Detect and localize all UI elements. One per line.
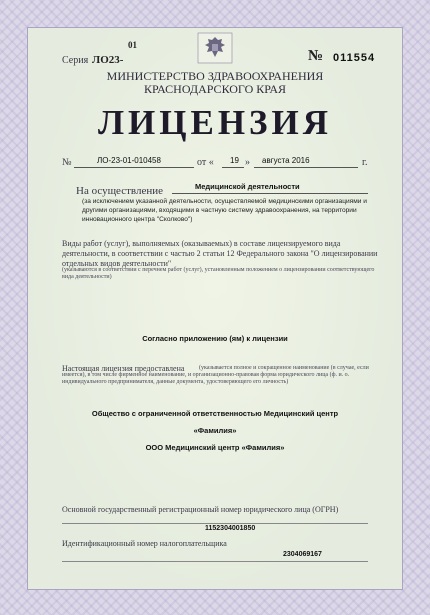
works-text: Виды работ (услуг), выполняемых (оказываемых) в составе лицензируемого вида деятельности, в соответствии с частью 2 статьи 12 Федерального закона "О лицензировании отдельных видов деятельности" bbox=[62, 239, 378, 268]
ogrn-label: Основной государственный регистрационный номер юридического лица (ОГРН) bbox=[62, 505, 339, 514]
inn-value: 2304069167 bbox=[283, 551, 322, 558]
organization-name bbox=[0, 405, 430, 456]
works-note: (указываются в соответствии с перечнем работ (услуг), установленным положением о лицензировании соответствующего вида деятельности) bbox=[62, 267, 375, 280]
activity-value: Медицинской деятельности bbox=[195, 182, 300, 191]
license-day: 19 bbox=[230, 156, 239, 165]
license-year-suffix: г. bbox=[362, 157, 368, 168]
license-from: от « bbox=[197, 157, 214, 168]
number-value: 011554 bbox=[333, 52, 376, 64]
number-sign: № bbox=[308, 48, 324, 64]
organization-line-3: ООО Медицинский центр «Фамилия» bbox=[145, 443, 285, 452]
page-title: ЛИЦЕНЗИЯ bbox=[97, 103, 333, 142]
series-value: ЛО23- bbox=[92, 54, 124, 66]
ogrn-value: 1152304001850 bbox=[205, 525, 256, 532]
ministry-line-2: КРАСНОДАРСКОГО КРАЯ bbox=[143, 82, 287, 96]
license-close-quote: » bbox=[245, 157, 250, 168]
license-number: ЛО-23-01-010458 bbox=[97, 156, 161, 165]
activity-detail: (за исключением указанной деятельности, осуществляемой медицинскими организациями и другими организациями, входящими в частную систему здравоохранения, на территории инновационного центра "Сколково") bbox=[82, 198, 367, 223]
license-month-year: августа 2016 bbox=[262, 156, 310, 165]
series-suffix: 01 bbox=[128, 40, 137, 50]
inn-label: Идентификационный номер налогоплательщика bbox=[62, 539, 227, 548]
coat-of-arms-icon bbox=[197, 32, 233, 64]
ministry-line-1: МИНИСТЕРСТВО ЗДРАВООХРАНЕНИЯ bbox=[106, 69, 324, 83]
works-value: Согласно приложению (ям) к лицензии bbox=[142, 334, 288, 343]
series-label: Серия bbox=[62, 55, 89, 66]
granted-note: (указывается полное и сокращенное наименование (в случае, если имеется), в том числе фирменное наименование, и организационно-правовая форма юридического лица (ф. и. о. индивидуального предпринимателя, данные документа, удостоверяющего его личность) bbox=[62, 365, 369, 385]
organization-line-2: «Фамилия» bbox=[193, 426, 237, 435]
ministry-name bbox=[0, 70, 430, 96]
license-no-sign: № bbox=[62, 157, 72, 168]
granted-text: Настоящая лицензия предоставлена bbox=[62, 364, 185, 373]
organization-line-1: Общество с ограниченной ответственностью Медицинский центр bbox=[91, 409, 339, 418]
activity-label: На осуществление bbox=[76, 185, 163, 197]
